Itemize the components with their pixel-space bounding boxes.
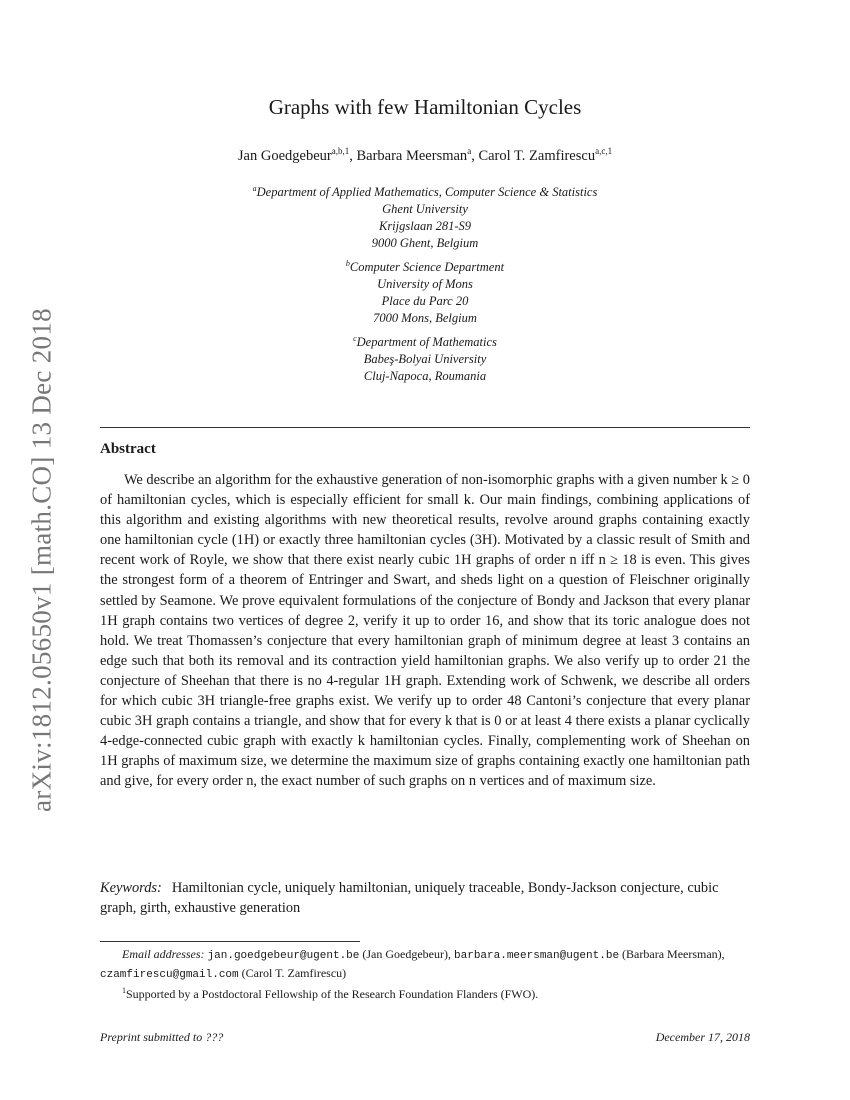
affiliation-line: Place du Parc 20 — [381, 294, 469, 309]
affiliation-a — [100, 180, 750, 252]
affiliation-c — [100, 330, 750, 385]
affiliation-line: 7000 Mons, Belgium — [373, 311, 477, 326]
email-owner: (Jan Goedgebeur), — [362, 947, 452, 961]
support-footnote: Supported by a Postdoctoral Fellowship of the Research Foundation Flanders (FWO). — [126, 987, 539, 1001]
affiliation-mark: b — [345, 259, 350, 268]
keywords — [100, 878, 750, 918]
affiliation-line: Computer Science Department — [349, 260, 505, 275]
email-link[interactable]: czamfirescu@gmail.com — [100, 968, 239, 981]
footnote-rule — [100, 941, 360, 942]
preprint-note: Preprint submitted to ??? — [100, 1030, 224, 1044]
paper-title: Graphs with few Hamiltonian Cycles — [268, 95, 582, 119]
author-list: Jan Goedgebeur$^{a,b,1}$, Barbara Meersman$^a$, Carol T. Zamfirescu$^{a,c,1}$ — [237, 146, 613, 164]
author-name: Jan Goedgebeur — [237, 147, 332, 164]
keywords-text: Hamiltonian cycle, uniquely hamiltonian, uniquely traceable, Bondy-Jackson conjecture, cubic graph, girth, exhaustive generation — [100, 880, 719, 916]
abstract-top-rule — [100, 427, 750, 428]
email-label: Email addresses: — [122, 947, 205, 961]
email-link[interactable]: jan.goedgebeur@ugent.be — [207, 950, 360, 962]
affiliation-line: University of Mons — [377, 277, 473, 292]
affiliation-line: Krijgslaan 281-S9 — [378, 219, 472, 234]
author-marks: a,c,1 — [595, 146, 613, 156]
footer-date: December 17, 2018 — [655, 1030, 750, 1044]
affiliation-line: Cluj-Napoca, Roumania — [363, 369, 487, 384]
affiliation-line: 9000 Ghent, Belgium — [371, 236, 479, 251]
affiliation-b — [100, 255, 750, 327]
email-link[interactable]: barbara.meersman@ugent.be — [454, 950, 620, 962]
affiliation-line: Department of Mathematics — [356, 335, 497, 350]
keywords-label: Keywords: — [100, 880, 162, 896]
footnote-mark: 1 — [122, 986, 126, 995]
affiliation-line: Babeş-Bolyai University — [363, 352, 487, 367]
affiliation-line: Ghent University — [382, 202, 468, 217]
footnotes — [100, 946, 750, 1003]
abstract-heading: Abstract — [100, 441, 156, 457]
email-owner: (Barbara Meersman), — [622, 947, 725, 961]
affiliation-line: Department of Applied Mathematics, Computer Science & Statistics — [256, 185, 598, 200]
affiliation-mark: a — [252, 184, 257, 193]
email-owner: (Carol T. Zamfirescu) — [241, 965, 347, 980]
author-name: Carol T. Zamfirescu — [478, 147, 596, 164]
affiliation-mark: c — [353, 334, 357, 343]
arxiv-side-stamp: arXiv:1812.05650v1 [math.CO] 13 Dec 2018 — [26, 308, 57, 812]
author-marks: a,b,1 — [331, 146, 350, 156]
abstract-text: We describe an algorithm for the exhaustive generation of non-isomorphic graphs with a given number k ≥ 0 of hamiltonian cycles, which is especially efficient for small k. Our main findings, combining applications of this algorithm and existing algorithms with new theoretical results, revolve around graphs containing exactly one hamiltonian cycle (1H) or exactly three hamiltonian cycles (3H). Motivated by a classic result of Smith and recent work of Royle, we show that there exist nearly cubic 1H graphs of order n iff n ≥ 18 is even. This gives the strongest form of a theorem of Entringer and Swart, and sheds light on a question of Fleischner originally settled by Seamone. We prove equivalent formulations of the conjecture of Bondy and Jackson that every planar 1H graph contains two vertices of degree 2, verify it up to order 16, and show that its toric analogue does not hold. We treat Thomassen’s conjecture that every hamiltonian graph of minimum degree at least 3 contains an edge such that both its removal and its contraction yield hamiltonian graphs. We also verify up to order 21 the conjecture of Sheehan that there is no 4-regular 1H graph. Extending work of Schwenk, we describe all orders for which cubic 3H triangle-free graphs exist. We verify up to order 48 Cantoni’s conjecture that every planar cubic 3H graph contains a triangle, and show that for every k that is 0 or at least 4 there exists a planar cyclically 4-edge-connected cubic graph with exactly k hamiltonian cycles. Finally, complementing work of Sheehan on 1H graphs of maximum size, we determine the maximum size of graphs containing exactly one hamiltonian path and give, for every order n, the exact number of such graphs on n vertices and of maximum size. — [100, 472, 750, 790]
author-name: Barbara Meersman — [356, 147, 468, 164]
author-marks: a — [467, 146, 472, 156]
